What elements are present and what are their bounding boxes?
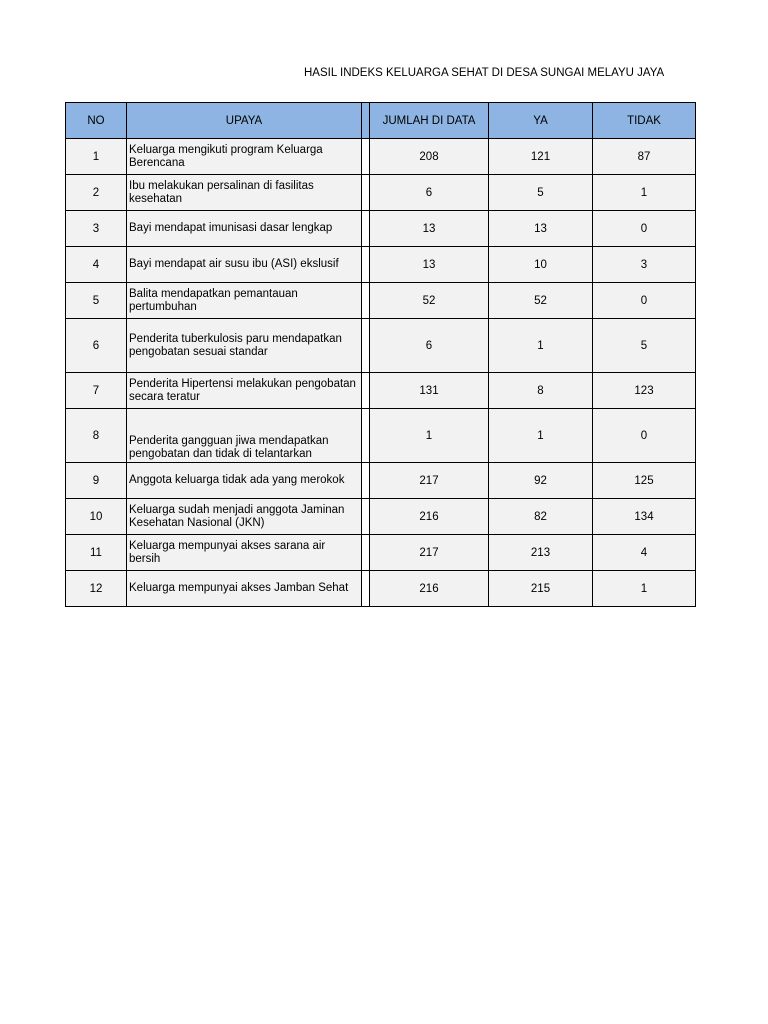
table-row <box>66 535 696 571</box>
cell-ya: 1 <box>489 409 593 463</box>
cell-upaya: Keluarga mempunyai akses sarana air bersih <box>127 535 362 571</box>
cell-no: 10 <box>66 499 127 535</box>
cell-no: 5 <box>66 283 127 319</box>
cell-spacer <box>362 175 370 211</box>
table-row <box>66 283 696 319</box>
cell-tidak: 4 <box>593 535 696 571</box>
cell-ya: 215 <box>489 571 593 607</box>
cell-no: 3 <box>66 211 127 247</box>
cell-jumlah: 13 <box>370 247 489 283</box>
header-jumlah: JUMLAH DI DATA <box>370 103 489 139</box>
cell-jumlah: 6 <box>370 319 489 373</box>
cell-ya: 82 <box>489 499 593 535</box>
header-spacer <box>362 103 370 139</box>
cell-ya: 121 <box>489 139 593 175</box>
table-header-row <box>66 103 696 139</box>
cell-tidak: 5 <box>593 319 696 373</box>
cell-upaya: Balita mendapatkan pemantauan pertumbuhan <box>127 283 362 319</box>
cell-upaya: Anggota keluarga tidak ada yang merokok <box>127 463 362 499</box>
cell-ya: 10 <box>489 247 593 283</box>
table-row <box>66 319 696 373</box>
cell-jumlah: 52 <box>370 283 489 319</box>
cell-spacer <box>362 499 370 535</box>
cell-no: 11 <box>66 535 127 571</box>
header-ya: YA <box>489 103 593 139</box>
table-row <box>66 571 696 607</box>
cell-tidak: 0 <box>593 211 696 247</box>
table-row <box>66 211 696 247</box>
cell-tidak: 125 <box>593 463 696 499</box>
cell-jumlah: 6 <box>370 175 489 211</box>
cell-spacer <box>362 409 370 463</box>
cell-no: 1 <box>66 139 127 175</box>
cell-tidak: 0 <box>593 283 696 319</box>
cell-jumlah: 1 <box>370 409 489 463</box>
cell-upaya: Penderita Hipertensi melakukan pengobatan secara teratur <box>127 373 362 409</box>
cell-tidak: 123 <box>593 373 696 409</box>
table-row <box>66 139 696 175</box>
cell-spacer <box>362 463 370 499</box>
cell-jumlah: 216 <box>370 571 489 607</box>
cell-spacer <box>362 211 370 247</box>
header-tidak: TIDAK <box>593 103 696 139</box>
cell-upaya: Ibu melakukan persalinan di fasilitas kesehatan <box>127 175 362 211</box>
table-row <box>66 409 696 463</box>
cell-spacer <box>362 139 370 175</box>
cell-spacer <box>362 319 370 373</box>
table-row <box>66 499 696 535</box>
cell-ya: 92 <box>489 463 593 499</box>
cell-tidak: 3 <box>593 247 696 283</box>
cell-upaya: Penderita tuberkulosis paru mendapatkan pengobatan sesuai standar <box>127 319 362 373</box>
cell-ya: 1 <box>489 319 593 373</box>
cell-upaya: Keluarga mengikuti program Keluarga Berencana <box>127 139 362 175</box>
cell-spacer <box>362 571 370 607</box>
cell-jumlah: 216 <box>370 499 489 535</box>
cell-tidak: 134 <box>593 499 696 535</box>
cell-jumlah: 217 <box>370 535 489 571</box>
cell-ya: 213 <box>489 535 593 571</box>
table-row <box>66 463 696 499</box>
table-row <box>66 247 696 283</box>
cell-upaya: Bayi mendapat air susu ibu (ASI) ekslusif <box>127 247 362 283</box>
cell-spacer <box>362 283 370 319</box>
cell-upaya: Keluarga mempunyai akses Jamban Sehat <box>127 571 362 607</box>
cell-no: 9 <box>66 463 127 499</box>
cell-jumlah: 217 <box>370 463 489 499</box>
cell-no: 2 <box>66 175 127 211</box>
cell-ya: 52 <box>489 283 593 319</box>
data-table <box>65 102 696 607</box>
cell-no: 6 <box>66 319 127 373</box>
cell-jumlah: 13 <box>370 211 489 247</box>
cell-no: 4 <box>66 247 127 283</box>
cell-tidak: 0 <box>593 409 696 463</box>
table-row <box>66 175 696 211</box>
cell-no: 8 <box>66 409 127 463</box>
page-title: HASIL INDEKS KELUARGA SEHAT DI DESA SUNGAI MELAYU JAYA <box>304 67 665 79</box>
cell-jumlah: 131 <box>370 373 489 409</box>
cell-ya: 13 <box>489 211 593 247</box>
cell-upaya: Bayi mendapat imunisasi dasar lengkap <box>127 211 362 247</box>
cell-spacer <box>362 247 370 283</box>
cell-upaya: Keluarga sudah menjadi anggota Jaminan Kesehatan Nasional (JKN) <box>127 499 362 535</box>
header-no: NO <box>66 103 127 139</box>
cell-tidak: 1 <box>593 571 696 607</box>
cell-tidak: 87 <box>593 139 696 175</box>
cell-no: 7 <box>66 373 127 409</box>
cell-no: 12 <box>66 571 127 607</box>
cell-ya: 8 <box>489 373 593 409</box>
cell-spacer <box>362 373 370 409</box>
cell-spacer <box>362 535 370 571</box>
cell-ya: 5 <box>489 175 593 211</box>
header-upaya: UPAYA <box>127 103 362 139</box>
cell-upaya: Penderita gangguan jiwa mendapatkan pengobatan dan tidak di telantarkan <box>127 409 362 463</box>
cell-tidak: 1 <box>593 175 696 211</box>
cell-jumlah: 208 <box>370 139 489 175</box>
table-row <box>66 373 696 409</box>
